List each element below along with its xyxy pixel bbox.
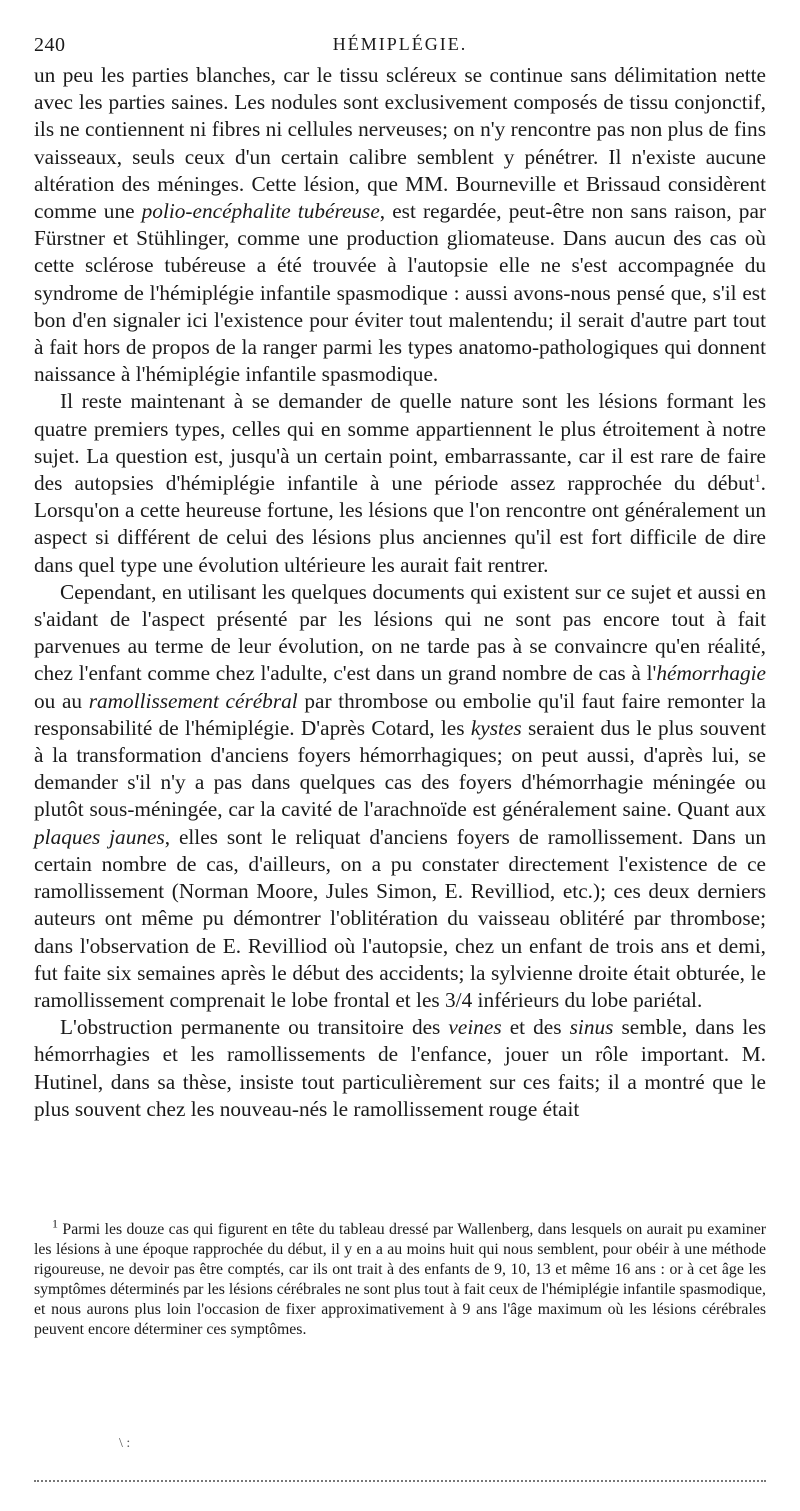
italic-term: veines: [448, 1015, 502, 1040]
text-segment: un peu les parties blanches, car le tissu scléreux se continue sans délimitation nette avec les parties saines. Les nodules sont exclusivement composés de tissu conjonctif, ils ne contiennent ni fibres ni cellules nerveuses; on n'y rencontre pas non plus de fins vaisseaux, seuls ceux d'un certain calibre semblent y pénétrer. Il n'existe aucune altération des méninges. Cette lésion, que MM. Bourneville et Brissaud considèrent comme une: [34, 63, 766, 224]
page-number: 240: [34, 34, 66, 56]
paragraph-4: [34, 1014, 766, 1123]
footnote-reference: 1: [754, 470, 761, 485]
text-segment: Cependant, en utilisant les quelques documents qui existent sur ce sujet et aussi en s'aidant de l'aspect présenté par les lésions qui ne sont pas encore tout à fait parvenues au terme de leur évolution, on ne tarde pas à se convaincre qu'en réalité, chez l'enfant comme chez l'adulte, c'est dans un grand nombre de cas à l': [34, 579, 766, 686]
text-segment: seraient dus le plus souvent à la transformation d'anciens foyers hémorrhagiques; on peut aussi, d'après lui, se demander s'il n'y a pas dans quelques cas des foyers d'hémorrhagie méningée ou plutôt sous-méningée, car la cavité de l'arachnoïde est généralement saine. Quant aux: [34, 715, 766, 822]
body-text: [34, 62, 766, 1123]
footnote-marker: 1: [52, 1216, 58, 1231]
footnote-text: Parmi les douze cas qui figurent en tête du tableau dressé par Wallenberg, dans lesquels on aurait pu examiner les lésions à une époque rapprochée du début, il y en a au moins huit qui nous semblent, pour obéir à une méthode rigoureuse, ne devoir pas être comptés, car ils ont trait à des enfants de 9, 10, 13 et même 16 ans : or à cet âge les symptômes déterminés par les lésions cérébrales ne sont plus tout à fait ceux de l'hémiplégie infantile spasmodique, et nous aurons plus loin l'occasion de fixer approximativement à 9 ans l'âge maximum où les lésions cérébrales peuvent encore déterminer ces symptômes.: [34, 1221, 767, 1339]
italic-term: polio-encéphalite tubéreuse: [141, 199, 380, 224]
italic-term: ramollissement cérébral: [88, 688, 298, 713]
document-page: [34, 0, 766, 1511]
italic-term: sinus: [569, 1015, 614, 1040]
italic-term: plaques jaunes: [34, 824, 165, 849]
text-segment: ou au: [34, 688, 89, 713]
paragraph-1: [34, 62, 766, 388]
text-segment: L'obstruction permanente ou transitoire des: [60, 1015, 449, 1040]
text-segment: et des: [501, 1015, 570, 1040]
footnote-1: [34, 1216, 767, 1341]
footnote: [34, 1216, 767, 1341]
italic-term: hémorrhagie: [656, 661, 766, 686]
paragraph-2: [34, 388, 766, 578]
paragraph-3: [34, 579, 766, 1014]
italic-term: kystes: [470, 715, 522, 740]
text-segment: semble, dans les hémorrhagies et les ramollissements de l'enfance, jouer un rôle important. M. Hutinel, dans sa thèse, insiste tout particulièrement sur ces faits; il a montré que le plus souvent chez les nouveau-nés le ramollissement rouge était: [34, 1015, 767, 1121]
text-segment: par thrombose ou embolie qu'il faut faire remonter la responsabilité de l'hémiplégie. D'après Cotard, les: [34, 688, 767, 740]
text-segment: Il reste maintenant à se demander de quelle nature sont les lésions formant les quatre premiers types, celles qui en somme appartiennent le plus étroitement à notre sujet. La question est, jusqu'à un certain point, embarrassante, car il est rare de faire des autopsies d'hémiplégie infantile à une période assez rapprochée du début: [34, 389, 766, 496]
text-segment: , est regardée, peut-être non sans raison, par Fürstner et Stühlinger, comme une production gliomateuse. Dans aucun des cas où cette sclérose tubéreuse a été trouvée à l'autopsie elle ne s'est accompagnée du syndrome de l'hémiplégie infantile spasmodique : aussi avons-nous pensé que, s'il est bon d'en signaler ici l'existence pour éviter tout malentendu; il serait d'autre part tout à fait hors de propos de la ranger parmi les types anatomo-pathologiques qui donnent naissance à l'hémiplégie infantile spasmodique.: [34, 199, 766, 387]
text-segment: , elles sont le reliquat d'anciens foyers de ramollissement. Dans un certain nombre de cas, d'ailleurs, on a pu constater directement l'existence de ce ramollissement (Norman Moore, Jules Simon, E. Revilliod, etc.); ces deux derniers auteurs ont même pu démontrer l'oblitération du vaisseau oblitéré par thrombose; dans l'observation de E. Revilliod où l'autopsie, chez un enfant de trois ans et demi, fut faite six semaines après le début des accidents; la sylvienne droite était obturée, le ramollissement comprenait le lobe frontal et les 3/4 inférieurs du lobe pariétal.: [34, 824, 766, 1012]
running-head: HÉMIPLÉGIE.: [332, 34, 468, 54]
bottom-dotted-rule: [34, 1480, 766, 1482]
text-segment: . Lorsqu'on a cette heureuse fortune, les lésions que l'on rencontre ont généralement un aspect si différent de celui des lésions plus anciennes qu'il est fort difficile de dire dans quel type une évolution ultérieure les aurait fait rentrer.: [34, 471, 766, 577]
stray-mark: \ :: [119, 1436, 131, 1451]
page-header: [34, 34, 766, 60]
